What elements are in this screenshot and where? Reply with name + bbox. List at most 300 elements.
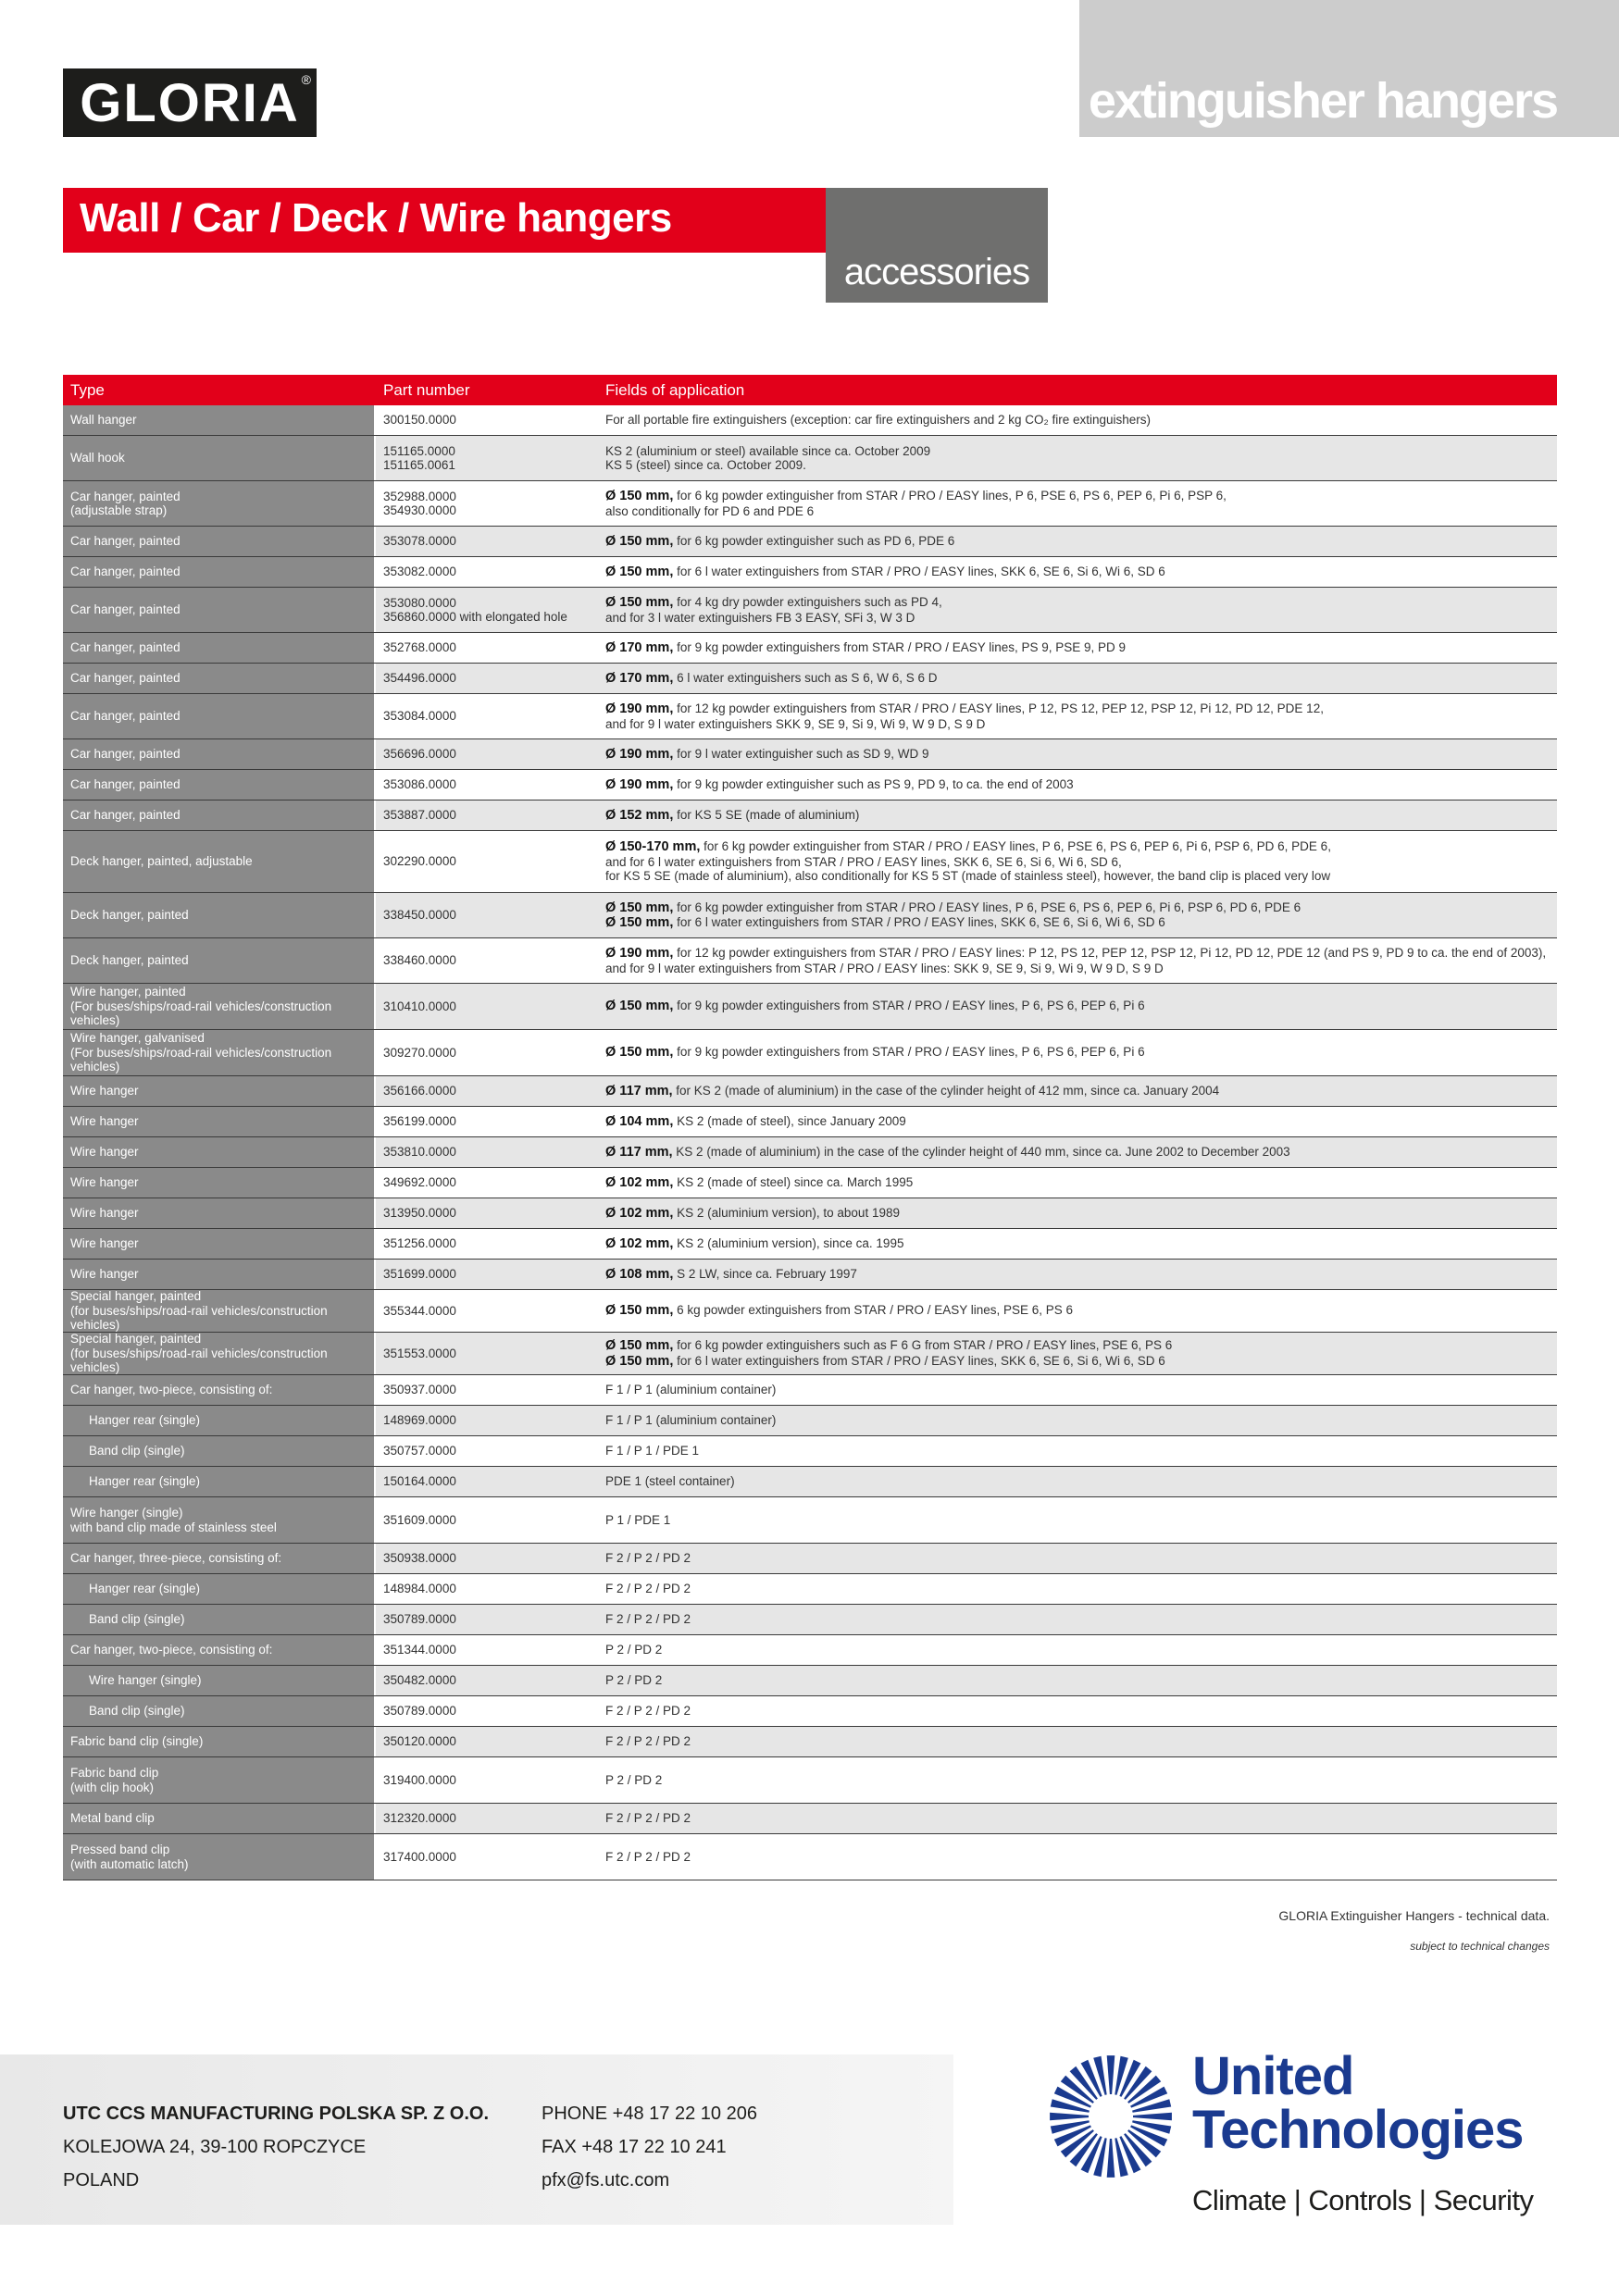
application-text: for 6 kg powder extinguisher such as PD 6, PDE 6: [673, 533, 955, 548]
application-cell: [598, 481, 1557, 526]
part-number-text: 350789.0000: [383, 1612, 456, 1627]
type-text: Wall hook: [70, 451, 125, 465]
application-text: 6 kg powder extinguishers from STAR / PRO / EASY lines, PSE 6, PS 6: [673, 1303, 1074, 1318]
part-number-cell: [376, 1804, 598, 1833]
application-line: [605, 671, 1550, 687]
type-text: Car hanger, two-piece, consisting of:: [70, 1383, 273, 1397]
part-number-text: 313950.0000: [383, 1206, 456, 1221]
type-cell: [63, 1260, 376, 1289]
application-cell: [598, 800, 1557, 830]
diameter-text: Ø 150 mm,: [605, 915, 674, 930]
application-cell: [598, 1574, 1557, 1604]
emblem-ray: [1107, 2139, 1115, 2178]
application-text: KS 2 (aluminium version), to about 1989: [673, 1205, 900, 1220]
application-line: [605, 534, 1550, 550]
application-cell: [598, 739, 1557, 769]
application-text: for 4 kg dry powder extinguishers such as PD 4,: [673, 595, 942, 609]
application-line: [605, 1338, 1550, 1354]
part-number-text: 310410.0000: [383, 999, 456, 1013]
part-number-text: 349692.0000: [383, 1175, 456, 1190]
type-cell: [63, 1229, 376, 1259]
type-cell: [63, 1635, 376, 1665]
application-line: [605, 915, 1550, 931]
part-number-cell: [376, 1635, 598, 1665]
part-number-text: 350938.0000: [383, 1551, 456, 1566]
type-text: Car hanger, painted: [70, 534, 181, 549]
application-cell: [598, 405, 1557, 435]
application-text: KS 2 (aluminium version), since ca. 1995: [673, 1235, 904, 1250]
application-line: [605, 1236, 1550, 1252]
part-number-cell: [376, 557, 598, 587]
application-text: for 6 l water extinguishers from STAR / PRO / EASY lines, SKK 6, SE 6, Si 6, Wi 6, SD 6: [673, 1353, 1165, 1368]
diameter-text: Ø 190 mm,: [605, 746, 674, 762]
part-number-cell: [376, 739, 598, 769]
application-cell: [598, 1696, 1557, 1726]
application-text: for 9 kg powder extinguishers from STAR / PRO / EASY lines, P 6, PS 6, PEP 6, Pi 6: [673, 999, 1145, 1013]
application-cell: [598, 1436, 1557, 1466]
type-text: Car hanger, painted: [70, 671, 181, 686]
application-line: [605, 444, 1550, 459]
technical-changes-note: subject to technical changes: [1410, 1940, 1550, 1953]
part-number-text: 350789.0000: [383, 1704, 456, 1719]
table-row: [63, 1666, 1557, 1696]
table-row: [63, 1696, 1557, 1727]
application-text: and for 6 l water extinguishers from STAR / PRO / EASY lines, SKK 6, SE 6, Si 6, Wi 6, SD 6,: [605, 854, 1122, 869]
type-text: Wire hanger, painted: [70, 985, 186, 999]
part-number-cell: [376, 1260, 598, 1289]
type-cell: [63, 1574, 376, 1604]
application-cell: [598, 1030, 1557, 1075]
part-number-text: 350482.0000: [383, 1673, 456, 1688]
type-text: Wire hanger: [70, 1206, 139, 1221]
part-number-cell: [376, 1107, 598, 1136]
application-text: F 2 / P 2 / PD 2: [605, 1811, 691, 1826]
type-cell: [63, 1107, 376, 1136]
part-number-text: 353810.0000: [383, 1145, 456, 1160]
company-name: UTC CCS MANUFACTURING POLSKA SP. Z O.O.: [63, 2104, 490, 2124]
street-address: KOLEJOWA 24, 39-100 ROPCZYCE: [63, 2137, 367, 2157]
application-line: [605, 1175, 1550, 1191]
type-cell: [63, 1137, 376, 1167]
application-line: [605, 611, 1550, 626]
part-number-text: 352768.0000: [383, 640, 456, 655]
part-number-cell: [376, 1290, 598, 1332]
part-number-cell: [376, 436, 598, 480]
table-row: [63, 557, 1557, 588]
application-text: KS 5 (steel) since ca. October 2009.: [605, 458, 806, 472]
diameter-text: Ø 152 mm,: [605, 807, 674, 823]
type-text: Fabric band clip: [70, 1766, 159, 1780]
application-text: for 9 l water extinguisher such as SD 9, WD 9: [673, 746, 929, 761]
registered-mark: ®: [301, 72, 311, 87]
diameter-text: Ø 150 mm,: [605, 533, 674, 549]
type-cell: [63, 1834, 376, 1880]
category-tab: extinguisher hangers: [1079, 0, 1619, 137]
table-row: [63, 664, 1557, 694]
application-text: for 6 l water extinguishers from STAR / PRO / EASY lines, SKK 6, SE 6, Si 6, Wi 6, SD 6: [673, 915, 1165, 929]
application-line: [605, 777, 1550, 793]
application-line: [605, 489, 1550, 504]
type-cell: [63, 938, 376, 983]
emblem-ray: [1132, 2099, 1171, 2113]
type-text: with band clip made of stainless steel: [70, 1520, 277, 1534]
application-cell: [598, 557, 1557, 587]
type-cell: [63, 1696, 376, 1726]
application-line: [605, 962, 1550, 976]
type-cell: [63, 436, 376, 480]
application-line: [605, 1612, 1550, 1627]
part-number-cell: [376, 1436, 598, 1466]
application-line: [605, 701, 1550, 717]
type-text: Car hanger, three-piece, consisting of:: [70, 1551, 282, 1566]
application-cell: [598, 1804, 1557, 1833]
application-text: for 6 kg powder extinguisher from STAR / PRO / EASY lines, P 6, PSE 6, PS 6, PEP 6, Pi 6, PSP 6, PD 6, PDE 6: [673, 900, 1301, 914]
part-number-cell: [376, 1076, 598, 1106]
part-number-cell: [376, 1574, 598, 1604]
emblem-ray: [1093, 2056, 1107, 2095]
table-row: [63, 1290, 1557, 1333]
application-text: for KS 5 SE (made of aluminium): [673, 807, 860, 822]
part-number-cell: [376, 664, 598, 693]
part-number-cell: [376, 831, 598, 892]
table-row: [63, 1436, 1557, 1467]
application-cell: [598, 770, 1557, 800]
application-cell: [598, 984, 1557, 1029]
type-cell: [63, 1333, 376, 1374]
application-text: F 1 / P 1 (aluminium container): [605, 1383, 777, 1397]
application-text: P 2 / PD 2: [605, 1673, 663, 1688]
part-number-text: 353086.0000: [383, 777, 456, 792]
emblem-ray: [1107, 2055, 1115, 2094]
application-line: [605, 1145, 1550, 1160]
application-text: for 12 kg powder extinguishers from STAR / PRO / EASY lines: P 12, PS 12, PEP 12, PSP 12, Pi 12, PD 12, PDE 12 (and PS 9, PD 9 to ca. the end of 2003),: [673, 946, 1547, 960]
application-cell: [598, 1497, 1557, 1543]
type-cell: [63, 831, 376, 892]
hangers-table: [63, 375, 1557, 1880]
application-cell: [598, 1544, 1557, 1573]
part-number-text: 354496.0000: [383, 671, 456, 686]
application-cell: [598, 831, 1557, 892]
application-cell: [598, 633, 1557, 663]
table-row: [63, 1168, 1557, 1198]
part-number-text: 356166.0000: [383, 1084, 456, 1098]
part-number-cell: [376, 1198, 598, 1228]
table-row: [63, 1727, 1557, 1757]
application-text: KS 2 (aluminium or steel) available since ca. October 2009: [605, 443, 931, 458]
application-line: [605, 565, 1550, 580]
diameter-text: Ø 150 mm,: [605, 900, 674, 915]
application-text: for 6 l water extinguishers from STAR / PRO / EASY lines, SKK 6, SE 6, Si 6, Wi 6, SD 6: [673, 564, 1165, 578]
application-line: [605, 1513, 1550, 1528]
part-number-cell: [376, 893, 598, 937]
table-row: [63, 893, 1557, 938]
table-row: [63, 984, 1557, 1030]
type-cell: [63, 694, 376, 738]
application-text: for 9 kg powder extinguishers from STAR / PRO / EASY lines, P 6, PS 6, PEP 6, Pi 6: [673, 1045, 1145, 1060]
utc-wordmark-line2: Technologies: [1192, 2100, 1524, 2160]
utc-wordmark: [1192, 2046, 1524, 2160]
part-number-text: 351344.0000: [383, 1643, 456, 1657]
type-text: Hanger rear (single): [89, 1582, 201, 1596]
diameter-text: Ø 150 mm,: [605, 564, 674, 579]
part-number-text: 350120.0000: [383, 1734, 456, 1749]
application-line: [605, 869, 1550, 884]
application-text: for 6 kg powder extinguisher from STAR / PRO / EASY lines, P 6, PSE 6, PS 6, PEP 6, Pi 6, PSP 6, PD 6, PDE 6,: [700, 839, 1331, 854]
application-text: for 12 kg powder extinguishers from STAR / PRO / EASY lines, P 12, PS 12, PEP 12, PSP 12, Pi 12, PD 12, PDE 12,: [673, 701, 1324, 715]
type-cell: [63, 1375, 376, 1405]
part-number-text: 353887.0000: [383, 808, 456, 823]
part-number-cell: [376, 481, 598, 526]
part-number-cell: [376, 633, 598, 663]
diameter-text: Ø 150 mm,: [605, 999, 674, 1014]
part-number-cell: [376, 984, 598, 1029]
diameter-text: Ø 150 mm,: [605, 595, 674, 610]
table-row: [63, 1076, 1557, 1107]
table-row: [63, 1229, 1557, 1260]
application-text: and for 3 l water extinguishers FB 3 EASY, SFi 3, W 3 D: [605, 610, 915, 625]
application-text: S 2 LW, since ca. February 1997: [673, 1266, 857, 1281]
type-text: Hanger rear (single): [89, 1474, 201, 1489]
part-number-cell: [376, 1030, 598, 1075]
gloria-logo: [63, 68, 317, 137]
emblem-ray: [1093, 2138, 1107, 2177]
part-number-cell: [376, 1406, 598, 1435]
part-number-text: 353082.0000: [383, 565, 456, 579]
diameter-text: Ø 170 mm,: [605, 670, 674, 686]
table-row: [63, 436, 1557, 481]
type-text: Hanger rear (single): [89, 1413, 201, 1428]
application-line: [605, 1206, 1550, 1222]
application-line: [605, 1383, 1550, 1397]
footer-address: [63, 2097, 489, 2197]
technical-data-note: GLORIA Extinguisher Hangers - technical data.: [1278, 1908, 1550, 1923]
part-number-cell: [376, 1497, 598, 1543]
table-row: [63, 1605, 1557, 1635]
type-text: Metal band clip: [70, 1811, 155, 1826]
application-cell: [598, 1333, 1557, 1374]
part-number-cell: [376, 1375, 598, 1405]
diameter-text: Ø 108 mm,: [605, 1266, 674, 1282]
type-text: (For buses/ships/road-rail vehicles/construction vehicles): [70, 1045, 332, 1074]
application-text: for 6 kg powder extinguishers such as F 6 G from STAR / PRO / EASY lines, PSE 6, PS 6: [673, 1338, 1173, 1352]
type-cell: [63, 1406, 376, 1435]
part-number-text: 351699.0000: [383, 1267, 456, 1282]
part-number-text: 151165.0000: [383, 443, 455, 458]
application-line: [605, 1084, 1550, 1099]
type-cell: [63, 1436, 376, 1466]
type-text: Car hanger, painted: [70, 640, 181, 655]
type-text: Wire hanger: [70, 1175, 139, 1190]
type-cell: [63, 1198, 376, 1228]
part-number-cell: [376, 1168, 598, 1198]
table-row: [63, 800, 1557, 831]
application-text: F 2 / P 2 / PD 2: [605, 1734, 691, 1749]
application-line: [605, 595, 1550, 611]
type-cell: [63, 1804, 376, 1833]
application-line: [605, 1303, 1550, 1319]
table-row: [63, 1260, 1557, 1290]
type-text: Wire hanger: [70, 1145, 139, 1160]
diameter-text: Ø 150 mm,: [605, 1303, 674, 1319]
type-cell: [63, 588, 376, 632]
part-number-cell: [376, 1834, 598, 1880]
table-row: [63, 1467, 1557, 1497]
application-text: and for 9 l water extinguishers from STAR / PRO / EASY lines: SKK 9, SE 9, Si 9, Wi 9, W 9 D, S 9 D: [605, 961, 1164, 975]
table-row: [63, 1198, 1557, 1229]
type-cell: [63, 800, 376, 830]
application-line: [605, 1773, 1550, 1788]
column-header-type: Type: [70, 380, 105, 399]
part-number-cell: [376, 588, 598, 632]
column-header-part: Part number: [383, 380, 470, 399]
part-number-cell: [376, 1605, 598, 1634]
part-number-cell: [376, 694, 598, 738]
type-text: (adjustable strap): [70, 503, 168, 517]
application-cell: [598, 527, 1557, 556]
type-cell: [63, 984, 376, 1029]
diameter-text: Ø 150 mm,: [605, 1045, 674, 1061]
application-text: F 2 / P 2 / PD 2: [605, 1551, 691, 1566]
application-text: P 2 / PD 2: [605, 1772, 663, 1787]
application-line: [605, 839, 1550, 855]
table-row: [63, 831, 1557, 893]
part-number-cell: [376, 1137, 598, 1167]
type-text: Wire hanger (single): [70, 1506, 183, 1520]
part-number-text: 317400.0000: [383, 1849, 456, 1864]
table-row: [63, 1333, 1557, 1375]
diameter-text: Ø 170 mm,: [605, 639, 674, 655]
type-cell: [63, 1666, 376, 1695]
type-cell: [63, 557, 376, 587]
application-line: [605, 1045, 1550, 1061]
page-title: Wall / Car / Deck / Wire hangers: [63, 188, 826, 253]
type-text: (with automatic latch): [70, 1856, 189, 1871]
part-number-text: 300150.0000: [383, 413, 456, 428]
application-cell: [598, 1406, 1557, 1435]
application-line: [605, 1267, 1550, 1283]
type-cell: [63, 1168, 376, 1198]
diameter-text: Ø 150 mm,: [605, 1338, 674, 1353]
application-cell: [598, 1290, 1557, 1332]
table-row: [63, 1804, 1557, 1834]
application-line: [605, 504, 1550, 519]
type-cell: [63, 405, 376, 435]
application-text: F 2 / P 2 / PD 2: [605, 1612, 691, 1627]
type-cell: [63, 1544, 376, 1573]
email-link[interactable]: pfx@fs.utc.com: [542, 2170, 670, 2191]
part-number-cell: [376, 1467, 598, 1496]
type-text: Wall hanger: [70, 413, 137, 428]
application-line: [605, 1582, 1550, 1596]
application-line: [605, 808, 1550, 824]
application-text: PDE 1 (steel container): [605, 1474, 735, 1489]
part-number-text: 352988.0000: [383, 489, 456, 503]
country: POLAND: [63, 2170, 140, 2191]
application-cell: [598, 1757, 1557, 1803]
part-number-text: 351553.0000: [383, 1346, 456, 1360]
application-text: and for 9 l water extinguishers SKK 9, SE 9, Si 9, Wi 9, W 9 D, S 9 D: [605, 716, 986, 731]
type-cell: [63, 1757, 376, 1803]
part-number-text: 150164.0000: [383, 1474, 456, 1489]
table-row: [63, 481, 1557, 527]
diameter-text: Ø 102 mm,: [605, 1205, 674, 1221]
application-cell: [598, 938, 1557, 983]
type-text: Wire hanger: [70, 1084, 139, 1098]
table-row: [63, 1030, 1557, 1076]
application-text: KS 2 (made of steel) since ca. March 1995: [673, 1174, 914, 1189]
emblem-ray: [1050, 2113, 1089, 2121]
application-cell: [598, 1229, 1557, 1259]
part-number-text: 338460.0000: [383, 953, 456, 968]
type-cell: [63, 1076, 376, 1106]
table-row: [63, 1497, 1557, 1544]
type-cell: [63, 1727, 376, 1756]
part-number-text: 312320.0000: [383, 1811, 456, 1826]
application-cell: [598, 1076, 1557, 1106]
diameter-text: Ø 150-170 mm,: [605, 839, 701, 855]
part-number-text: 356860.0000 with elongated hole: [383, 610, 567, 624]
table-row: [63, 588, 1557, 633]
application-cell: [598, 893, 1557, 937]
type-text: Pressed band clip: [70, 1843, 170, 1856]
part-number-text: 355344.0000: [383, 1303, 456, 1318]
application-line: [605, 1734, 1550, 1749]
table-row: [63, 938, 1557, 984]
application-text: F 2 / P 2 / PD 2: [605, 1849, 691, 1864]
type-cell: [63, 633, 376, 663]
part-number-text: 353080.0000: [383, 595, 456, 610]
application-line: [605, 1474, 1550, 1489]
table-row: [63, 1544, 1557, 1574]
part-number-text: 148984.0000: [383, 1582, 456, 1596]
type-text: Car hanger, painted: [70, 565, 181, 579]
application-cell: [598, 1260, 1557, 1289]
part-number-text: 338450.0000: [383, 908, 456, 923]
application-line: [605, 1811, 1550, 1826]
application-cell: [598, 1137, 1557, 1167]
part-number-cell: [376, 527, 598, 556]
table-row: [63, 694, 1557, 739]
type-cell: [63, 770, 376, 800]
table-row: [63, 1635, 1557, 1666]
application-line: [605, 1114, 1550, 1130]
application-line: [605, 458, 1550, 473]
application-line: [605, 999, 1550, 1014]
type-cell: [63, 739, 376, 769]
emblem-ray: [1051, 2120, 1090, 2134]
application-line: [605, 717, 1550, 732]
type-text: Wire hanger: [70, 1267, 139, 1282]
utc-tagline: Climate | Controls | Security: [1192, 2184, 1534, 2216]
diameter-text: Ø 190 mm,: [605, 701, 674, 716]
type-text: Deck hanger, painted: [70, 908, 189, 923]
application-text: KS 2 (made of aluminium) in the case of the cylinder height of 440 mm, since ca. June 2002 to December 2003: [672, 1144, 1290, 1159]
application-text: F 2 / P 2 / PD 2: [605, 1704, 691, 1719]
application-cell: [598, 1635, 1557, 1665]
emblem-ray: [1133, 2113, 1172, 2121]
application-text: P 1 / PDE 1: [605, 1512, 671, 1527]
diameter-text: Ø 104 mm,: [605, 1113, 674, 1129]
type-cell: [63, 1467, 376, 1496]
application-text: for 6 kg powder extinguisher from STAR / PRO / EASY lines, P 6, PSE 6, PS 6, PEP 6, Pi 6, PSP 6,: [673, 489, 1227, 503]
table-row: [63, 1574, 1557, 1605]
table-row: [63, 1757, 1557, 1804]
type-cell: [63, 481, 376, 526]
diameter-text: Ø 117 mm,: [605, 1144, 673, 1160]
part-number-text: 319400.0000: [383, 1772, 456, 1787]
diameter-text: Ø 102 mm,: [605, 1235, 674, 1251]
diameter-text: Ø 102 mm,: [605, 1174, 674, 1190]
